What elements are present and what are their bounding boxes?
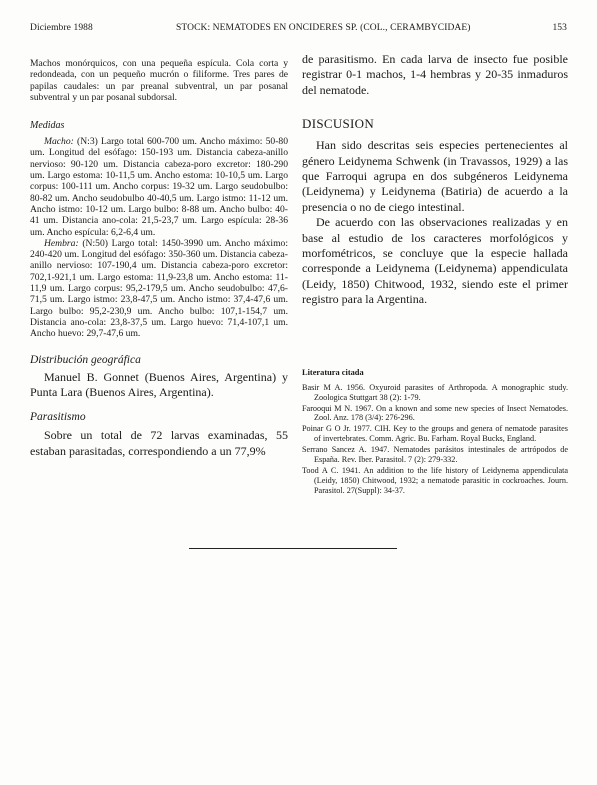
parasitismo-heading: Parasitismo xyxy=(30,411,86,424)
hembra-label: Hembra: xyxy=(44,237,79,249)
reference-list xyxy=(302,383,568,496)
intro-paragraph: Machos monórquicos, con una pequeña espícula. Cola corta y redondeada, con un pequeño mucrón o filiforme. Tres pares de papilas caudales: un par preanal subventral, un par posanal subventral y un par posanal subdorsal. xyxy=(30,58,288,103)
macho-paragraph xyxy=(30,136,288,238)
header-date: Diciembre 1988 xyxy=(30,23,93,33)
reference-item: Tood A C. 1941. An addition to the life history of Leidynema appendiculata (Leidy, 1850) Chitwood, 1932; a nematode parasitic in cockroaches. Journ. Parasitol. 27(Suppl): 34-37. xyxy=(302,465,568,495)
running-header xyxy=(30,23,567,37)
continuation-paragraph: de parasitismo. En cada larva de insecto fue posible registrar 0-1 machos, 1-4 hembras y 20-35 inmaduros del nematode. xyxy=(302,52,568,97)
discusion-heading: DISCUSION xyxy=(302,116,375,132)
hembra-text: (N:50) Largo total: 1450-3990 um. Ancho máximo: 240-420 um. Longitud del esófago: 350-360 um. Distancia cabeza-anillo nervioso: 107-190,4 um. Distancia cabeza-poro excretor: 702,1-921,1 um. Largo estoma: 11,9-23,8 um. Ancho estoma: 11-11,9 um. Largo corpus: 95,2-179,5 um. Ancho seudobulbo: 47,6-71,5 um. Largo istmo: 23,8-47,5 um. Ancho istmo: 37,4-47,6 um. Largo bulbo: 95,2-230,9 um. Ancho bulbo: 107,1-154,7 um. Distancia ano-cola: 23,8-37,5 um. Largo huevo: 71,4-107,1 um. Ancho huevo: 29,7-47,6 um. xyxy=(30,237,288,340)
reference-item: Basir M A. 1956. Oxyuroid parasites of Arthropoda. A monographic study. Zoologica Stuttgart 38 (2): 1-79. xyxy=(302,382,568,402)
reference-item: Farooqui M N. 1967. On a known and some new species of Insect Nematodes. Zool. Anz. 178 (3/4): 276-296. xyxy=(302,403,568,423)
literatura-heading: Literatura citada xyxy=(302,367,364,377)
reference-item: Serrano Sancez A. 1947. Nematodes parásitos intestinales de artrópodos de España. Rev. Iber. Parasitol. 7 (2): 279-332. xyxy=(302,445,568,465)
header-title: STOCK: NEMATODES EN ONCIDERES SP. (COL., CERAMBYCIDAE) xyxy=(176,23,471,33)
macho-text: (N:3) Largo total 600-700 um. Ancho máximo: 50-80 um. Longitud del esófago: 150-193 um. Distancia cabeza-anillo nervioso: 90-120 um. Distancia cabeza-poro excretor: 180-290 um. Largo estoma: 10-11,5 um. Ancho estoma: 10-10,5 um. Largo corpus: 100-111 um. Ancho corpus: 19-32 um. Largo seudobulbo: 80-82 um. Ancho seudobulbo 40-40,5 um. Largo istmo: 11-12 um. Ancho istmo: 10-12 um. Largo bulbo: 8-88 um. Ancho bulbo: 40-41 um. Distancia ano-cola: 21,5-23,7 um. Largo espícula: 28-36 um. Ancho espícula: 6,2-6,4 um. xyxy=(30,136,288,238)
distribucion-paragraph: Manuel B. Gonnet (Buenos Aires, Argentina) y Punta Lara (Buenos Aires, Argentina). xyxy=(30,369,288,399)
medidas-heading: Medidas xyxy=(30,120,65,132)
discusion-paragraph-1: Han sido descritas seis especies pertenecientes al género Leidynema Schwenk (in Travassos, 1929) a las que Farroqui agrupa en dos subgéneros Leidynema (Leidynema) y Leidynema (Batiria) de acuerdo a la presencia o no de ciego intestinal. xyxy=(302,138,568,214)
parasitismo-paragraph: Sobre un total de 72 larvas examinadas, 55 estaban parasitadas, correspondiendo a un 77,9% xyxy=(30,428,288,458)
page-number: 153 xyxy=(552,23,567,33)
right-column xyxy=(302,52,568,497)
macho-label: Macho: xyxy=(44,136,74,148)
end-rule xyxy=(189,548,397,549)
hembra-paragraph xyxy=(30,238,288,340)
left-column xyxy=(30,58,288,459)
distribucion-heading: Distribución geográfica xyxy=(30,353,141,366)
discusion-paragraph-2: De acuerdo con las observaciones realizadas y en base al estudio de los caracteres morfológicos y morfométricos, se concluye que la especie hallada corresponde a Leidynema (Leidynema) appendiculata (Leidy, 1850) Chitwood, 1932, siendo este el primer registro para la Argentina. xyxy=(302,215,568,307)
reference-item: Poinar G O Jr. 1977. CIH. Key to the groups and genera of nematode parasites of invertebrates. Comm. Agric. Bu. Farham. Royal Bucks, England. xyxy=(302,424,568,444)
